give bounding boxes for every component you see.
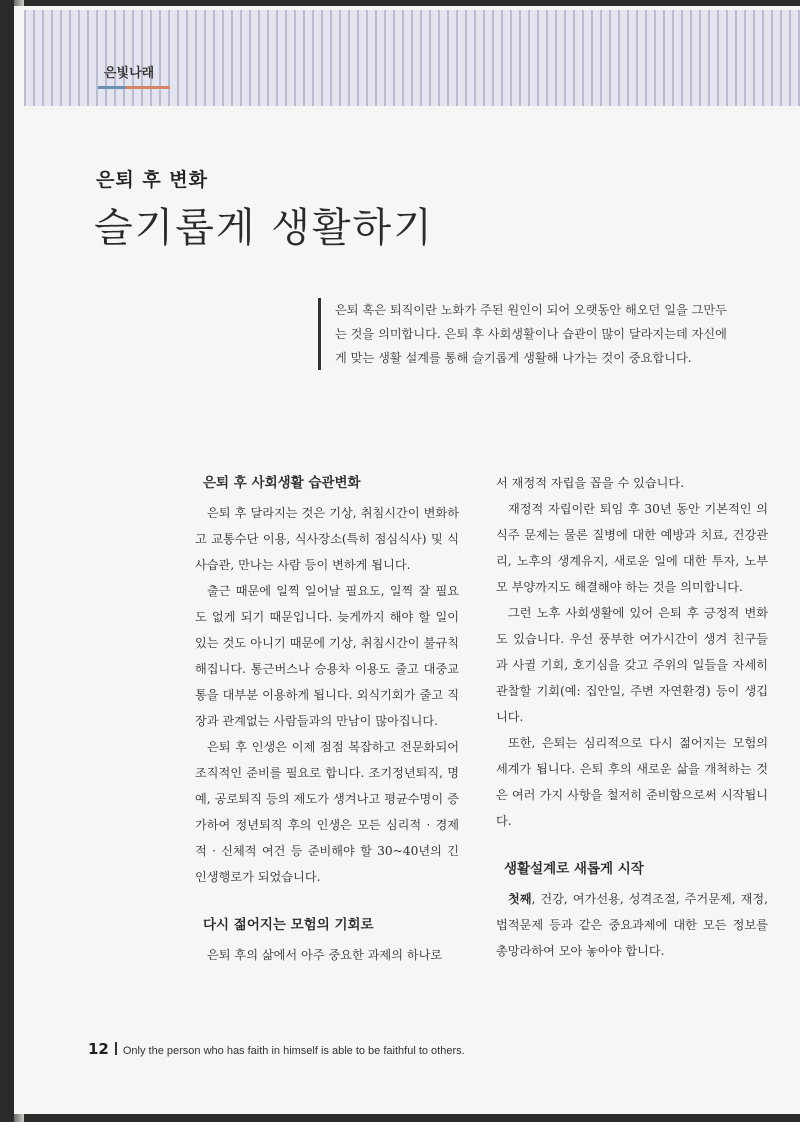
section-heading: 은퇴 후 사회생활 습관변화 — [203, 475, 361, 491]
article-subtitle: 은퇴 후 변화 — [96, 169, 208, 191]
page-number: 12 — [88, 1040, 109, 1058]
footer-divider — [115, 1042, 117, 1055]
left-column — [195, 470, 459, 968]
bold-lead-text: 첫째 — [508, 892, 532, 906]
section-heading: 다시 젊어지는 모험의 기회로 — [203, 917, 374, 933]
right-column — [496, 470, 768, 964]
paragraph: 은퇴 후 인생은 이제 점점 복잡하고 전문화되어 조직적인 준비를 필요로 합니다. 조기정년퇴직, 명예, 공로퇴직 등의 제도가 생겨나고 평균수명이 증가하여 정년퇴직 후의 인생은 모든 심리적 · 경제적 · 신체적 여건 등 준비해야 할 30~40년의 긴 인생행로가 되었습니다. — [195, 740, 459, 884]
paragraph: 그런 노후 사회생활에 있어 은퇴 후 긍정적 변화도 있습니다. 우선 풍부한 여가시간이 생겨 친구들과 사귈 기회, 호기심을 갖고 주위의 일들을 자세히 관찰할 기회(예: 집안일, 주변 자연환경) 등이 생깁니다. — [496, 606, 768, 724]
page-footer — [88, 1040, 465, 1058]
article-title: 슬기롭게 생활하기 — [94, 205, 434, 251]
paragraph: 출근 때문에 일찍 일어날 필요도, 일찍 잘 필요도 없게 되기 때문입니다. 늦게까지 해야 할 일이 있는 것도 아니기 때문에 기상, 취침시간이 불규칙해집니다. 통근버스나 승용차 이용도 줄고 대중교통을 대부분 이용하게 됩니다. 외식기회가 줄고 직장과 관계없는 사람들과의 만남이 많아집니다. — [195, 584, 459, 728]
footer-quote: Only the person who has faith in himself is able to be faithful to others. — [122, 1045, 465, 1057]
intro-block — [318, 298, 787, 370]
paragraph — [496, 886, 768, 964]
intro-line: 게 맞는 생활 설계를 통해 슬기롭게 생활해 나가는 것이 중요합니다. — [335, 351, 692, 365]
paragraph: 재정적 자립이란 퇴임 후 30년 동안 기본적인 의식주 문제는 물론 질병에 대한 예방과 치료, 건강관리, 노후의 생계유지, 새로운 일에 대한 투자, 노부모 부양까지도 해결해야 하는 것을 의미합니다. — [496, 502, 768, 594]
brand-logo-text: 은빛나래 — [104, 66, 155, 81]
section-heading: 생활설계로 새롭게 시작 — [504, 861, 644, 877]
paragraph: 은퇴 후의 삶에서 아주 중요한 과제의 하나로 — [207, 948, 443, 962]
paragraph-text: , 건강, 여가선용, 성격조절, 주거문제, 재정, 법적문제 등과 같은 중요과제에 대한 모든 정보를 총망라하여 모아 놓아야 합니다. — [496, 892, 768, 958]
intro-line: 은퇴 혹은 퇴직이란 노화가 주된 원인이 되어 오랫동안 해오던 일을 그만두 — [335, 303, 727, 317]
brand-underline-blue — [98, 86, 126, 89]
intro-line: 는 것을 의미합니다. 은퇴 후 사회생활이나 습관이 많이 달라지는데 자신에 — [335, 327, 727, 341]
paragraph: 서 재정적 자립을 꼽을 수 있습니다. — [496, 476, 685, 490]
paragraph: 또한, 은퇴는 심리적으로 다시 젊어지는 모험의 세계가 됩니다. 은퇴 후의 새로운 삶을 개척하는 것은 여러 가지 사항을 철저히 준비함으로써 시작됩니다. — [496, 736, 768, 828]
paragraph: 은퇴 후 달라지는 것은 기상, 취침시간이 변화하고 교통수단 이용, 식사장소(특히 점심식사) 및 식사습관, 만나는 사람 등이 변하게 됩니다. — [195, 506, 459, 572]
header-stripe-band — [24, 10, 800, 106]
brand-underline-orange — [126, 86, 170, 89]
